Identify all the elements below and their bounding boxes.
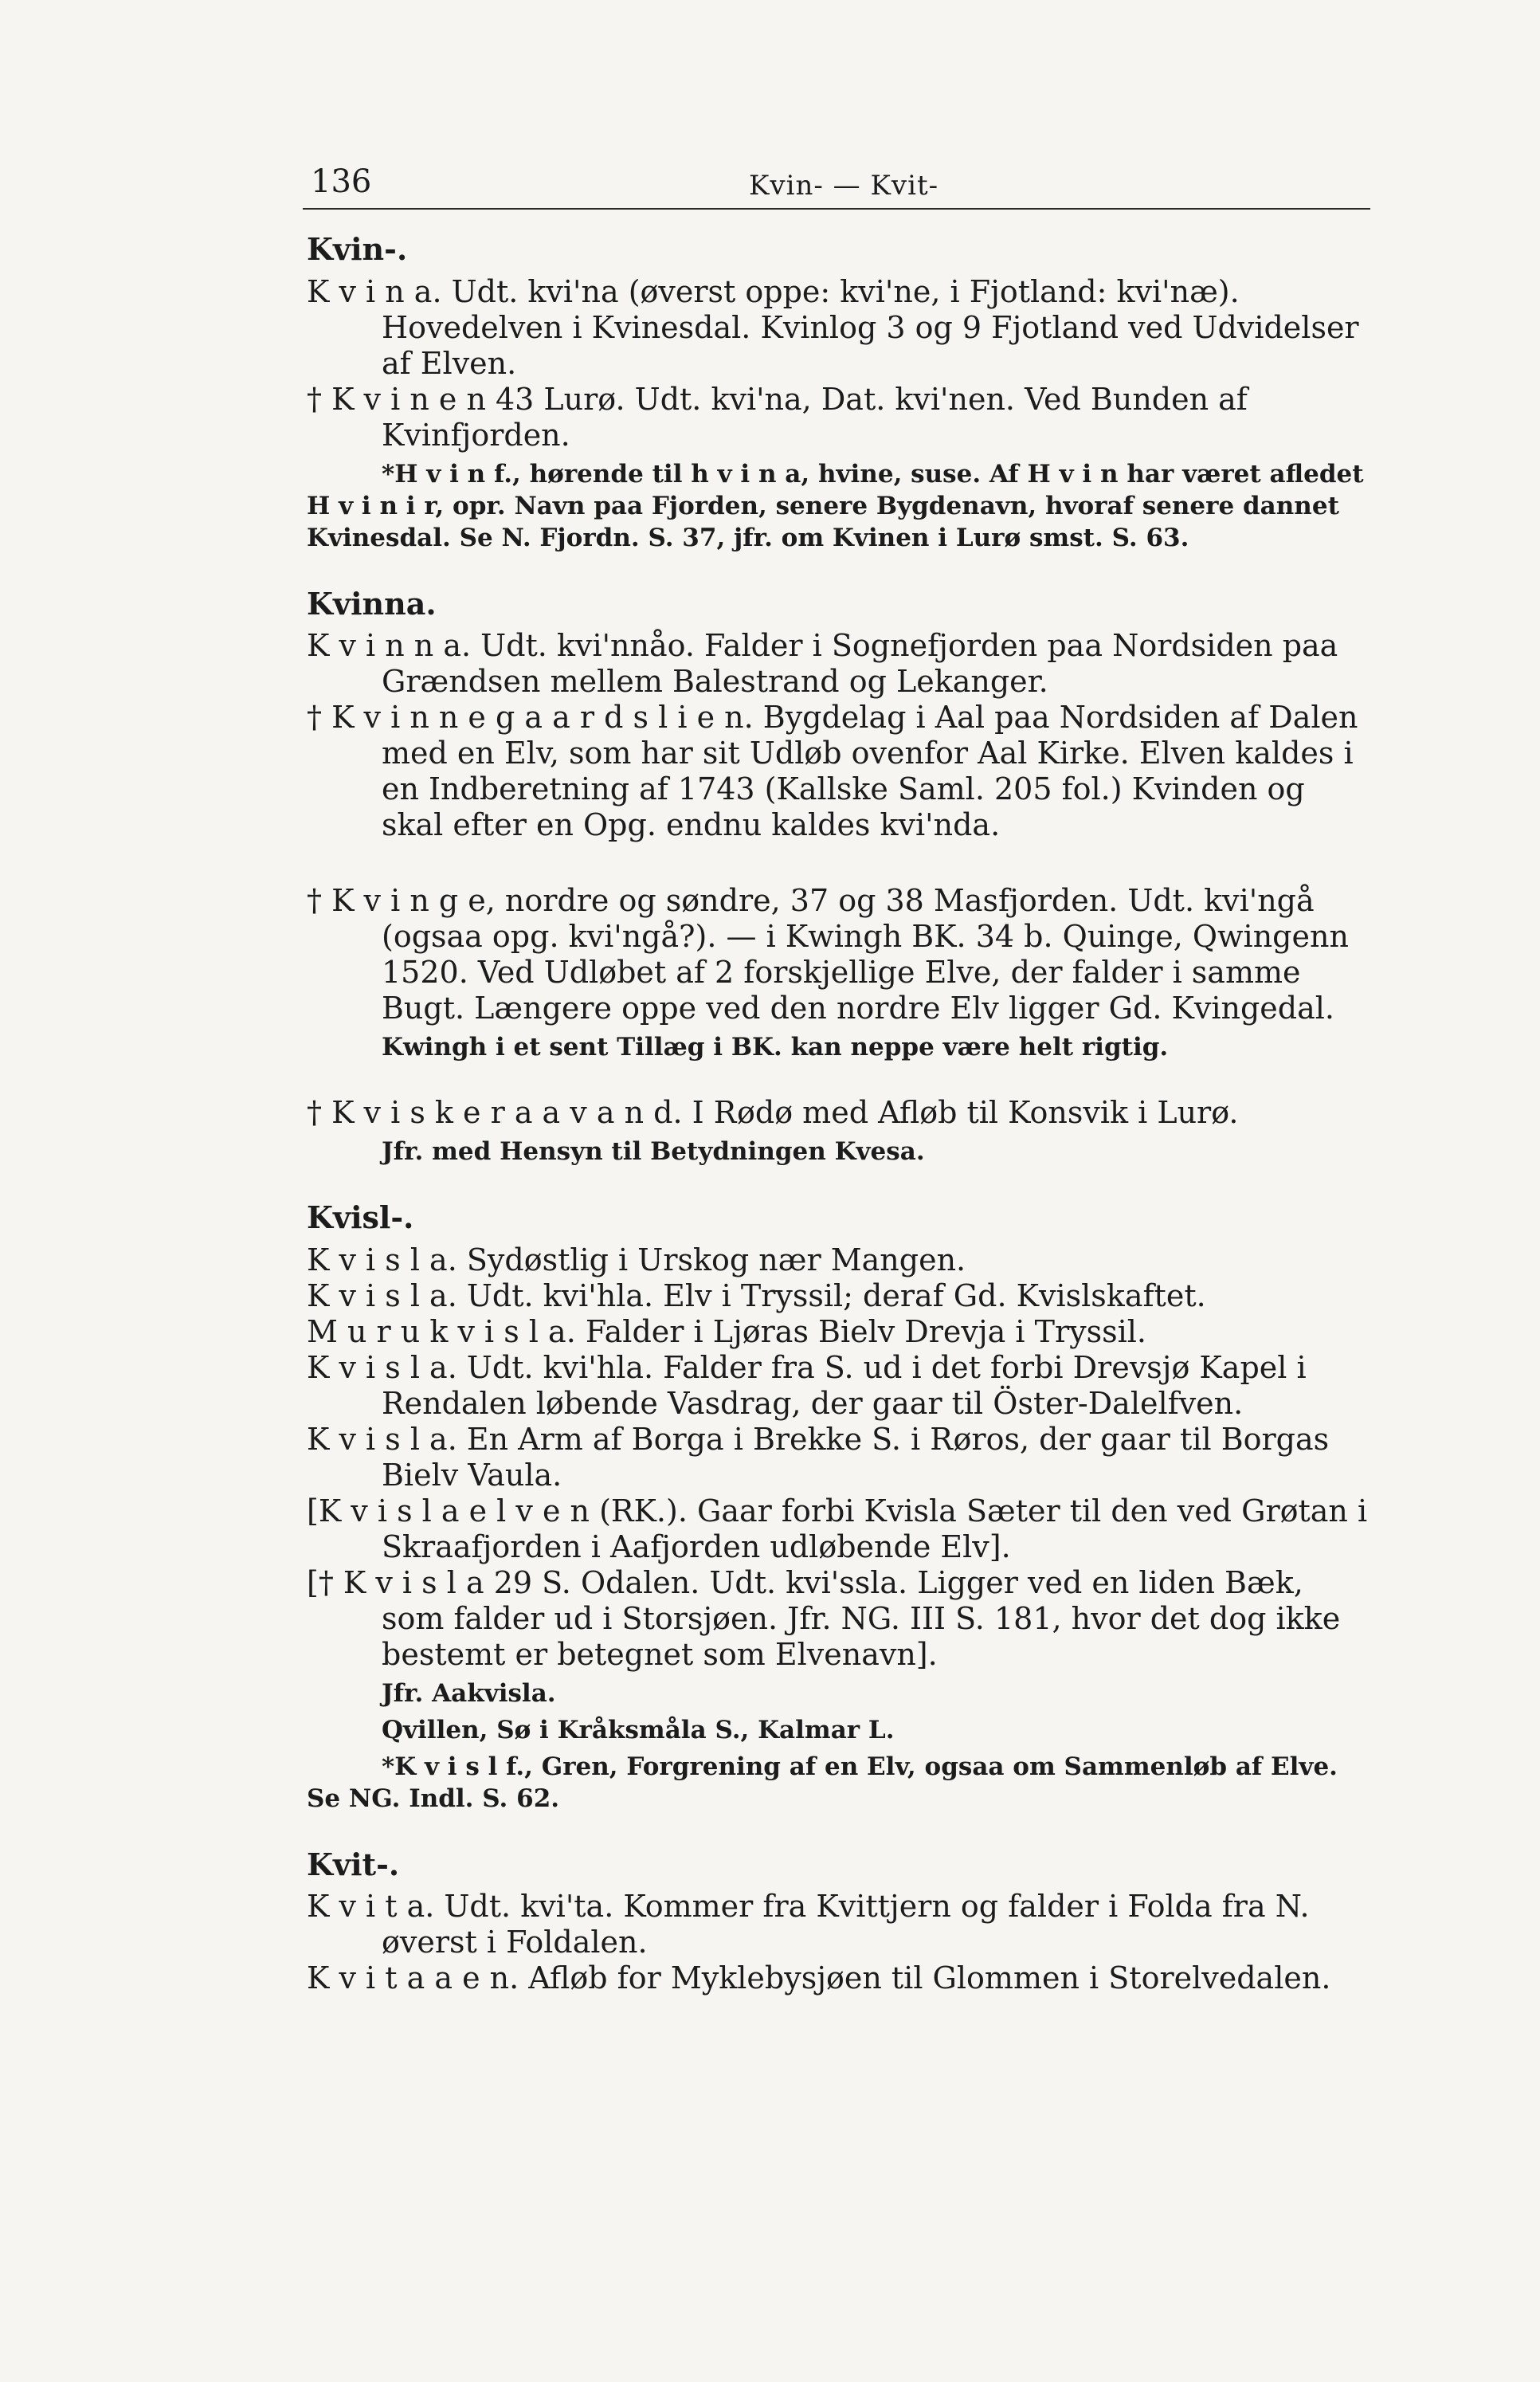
entry-kvisla-rendalen: K v i s l a. Udt. kvi'hla. Falder fra S. ud i det forbi Drevsjø Kapel i Rendalen løbende Vasdrag, der gaar til Öster-Dalelfven. (307, 1349, 1307, 1421)
entry-kvinna: K v i n n a. Udt. kvi'nnåo. Falder i Sognefjorden paa Nordsiden paa Grændsen mellem Balestrand og Lekanger. (307, 628, 1338, 700)
entry-kviskeraavand: † K v i s k e r a a v a n d. I Rødø med Afløb til Konsvik i Lurø. (307, 1095, 1239, 1131)
entry-kvitaaen: K v i t a a e n. Afløb for Myklebysjøen til Glommen i Storelvedalen. (307, 1960, 1331, 1996)
note-aakvisla: Jfr. Aakvisla. (382, 1678, 556, 1708)
entry-kvisla-urskog: K v i s l a. Sydøstlig i Urskog nær Mangen. (307, 1242, 966, 1277)
entry-kvislaelven: [K v i s l a e l v e n (RK.). Gaar forbi Kvisla Sæter til den ved Grøtan i Skraafjorden i Aafjorden udløbende Elv]. (307, 1493, 1368, 1564)
section-kvinge (307, 883, 1370, 1063)
section-title: Kvin-. (307, 231, 408, 267)
section-title: Kvinna. (307, 585, 437, 622)
section-kvit (307, 1846, 1370, 1997)
entry-kvisla-odalen: [† K v i s l a 29 S. Odalen. Udt. kvi'ssla. Ligger ved en liden Bæk, som falder ud i Storsjøen. Jfr. NG. III S. 181, hvor det dog ikke bestemt er betegnet som Elvenavn]. (307, 1564, 1341, 1672)
note-kvisl-definition: *K v i s l f., Gren, Forgrening af en Elv, ogsaa om Sammenløb af Elve. Se NG. Indl. S. 62. (307, 1752, 1338, 1813)
section-kvisl (307, 1199, 1370, 1815)
entry-kvina: K v i n a. Udt. kvi'na (øverst oppe: kvi'ne, i Fjotland: kvi'næ). Hovedelven i Kvinesdal. Kvinlog 3 og 9 Fjotland ved Udvidelser af Elven. (307, 273, 1359, 381)
section-title: Kvisl-. (307, 1199, 414, 1236)
section-kvin (307, 231, 1370, 554)
section-title: Kvit-. (307, 1846, 400, 1882)
entry-kvisla-tryssil: K v i s l a. Udt. kvi'hla. Elv i Tryssil; deraf Gd. Kvislskaftet. (307, 1277, 1206, 1313)
header-rule (303, 208, 1370, 210)
note-hvin: *H v i n f., hørende til h v i n a, hvine, suse. Af H v i n har været afledet H v i n i r, opr. Navn paa Fjorden, senere Bygdenavn, hvoraf senere dannet Kvinesdal. Se N. Fjordn. S. 37, jfr. om Kvinen i Lurø smst. S. 63. (307, 459, 1364, 552)
section-kvinna (307, 586, 1370, 844)
entry-kvita: K v i t a. Udt. kvi'ta. Kommer fra Kvittjern og falder i Folda fra N. øverst i Foldalen. (307, 1889, 1310, 1960)
page-content (307, 231, 1370, 2028)
entry-kvisla-roros: K v i s l a. En Arm af Borga i Brekke S. i Røros, der gaar til Borgas Bielv Vaula. (307, 1421, 1330, 1493)
section-kviskeraavand (307, 1095, 1370, 1167)
note-kvesa: Jfr. med Hensyn til Betydningen Kvesa. (382, 1137, 925, 1167)
entry-murukvisla: M u r u k v i s l a. Falder i Ljøras Bielv Drevja i Tryssil. (307, 1313, 1146, 1349)
note-qvillen: Qvillen, Sø i Kråksmåla S., Kalmar L. (382, 1715, 895, 1744)
entry-kvinge: † K v i n g e, nordre og søndre, 37 og 38 Masfjorden. Udt. kvi'ngå (ogsaa opg. kvi'ngå?). — i Kwingh BK. 34 b. Quinge, Qwingenn 1520. Ved Udløbet af 2 forskjellige Elve, der falder i samme Bugt. Længere oppe ved den nordre Elv ligger Gd. Kvingedal. (307, 883, 1349, 1026)
page-number: 136 (311, 163, 372, 200)
entry-kvinen: † K v i n e n 43 Lurø. Udt. kvi'na, Dat. kvi'nen. Ved Bunden af Kvinfjorden. (307, 381, 1248, 453)
note-kwingh: Kwingh i et sent Tillæg i BK. kan neppe være helt rigtig. (382, 1033, 1169, 1062)
page-header (303, 155, 1370, 211)
entry-kvinnegaardslien: † K v i n n e g a a r d s l i e n. Bygdelag i Aal paa Nordsiden af Dalen med en Elv, som har sit Udløb ovenfor Aal Kirke. Elven kaldes i en Indberetning af 1743 (Kallske Saml. 205 fol.) Kvinden og skal efter en Opg. endnu kaldes kvi'nda. (307, 700, 1358, 843)
running-head: Kvin- — Kvit- (749, 170, 939, 202)
